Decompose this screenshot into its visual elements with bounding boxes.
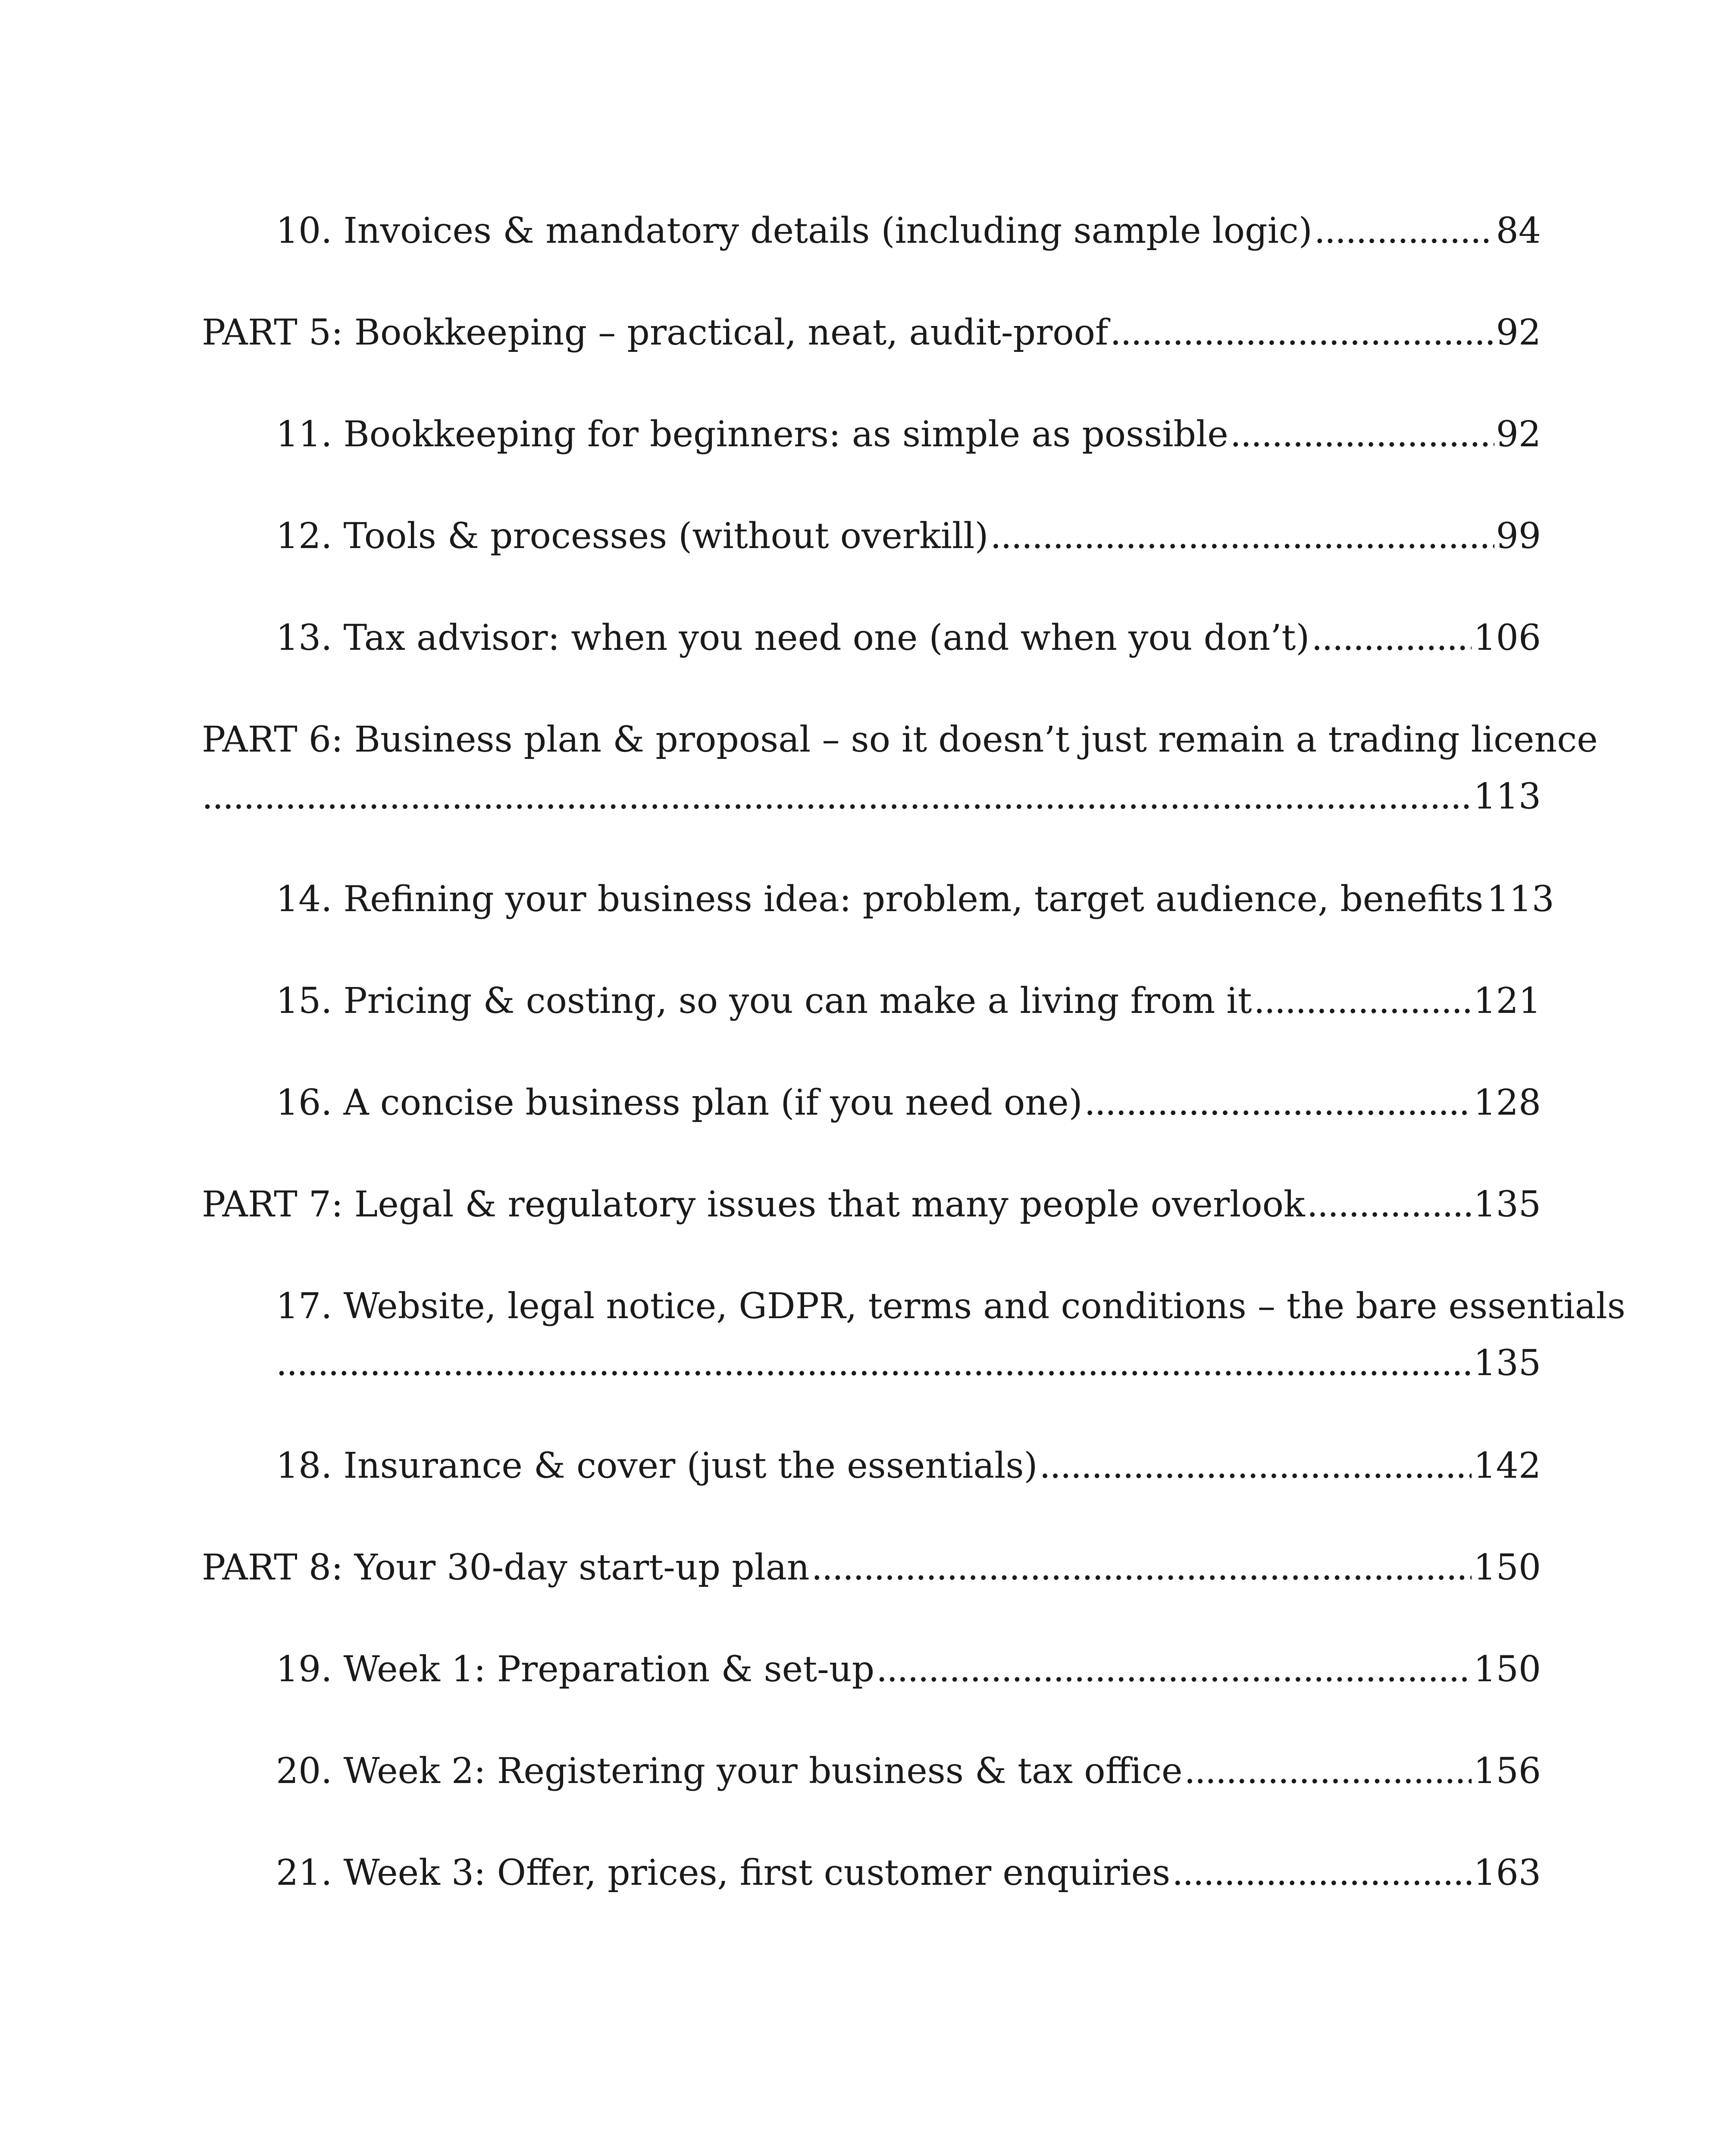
toc-entry-chapter-18[interactable] [276,1438,1541,1495]
toc-entry-chapter-21[interactable] [276,1845,1541,1902]
toc-entry-title: PART 8: Your 30-day start-up plan [202,1547,810,1588]
toc-entry-chapter-13[interactable] [276,610,1541,667]
toc-entry-chapter-14[interactable] [276,871,1554,928]
toc-entry-title: 10. Invoices & mandatory details (including sample logic) [276,210,1312,251]
toc-entry-page-number: 113 [1487,879,1554,920]
toc-entry-chapter-15[interactable] [276,973,1541,1030]
toc-entry-page-number: 163 [1473,1852,1541,1893]
toc-entry-title: 16. A concise business plan (if you need one) [276,1082,1083,1123]
toc-entry-page-number: 135 [1473,1343,1541,1384]
toc-entry-page-number: 135 [1473,1184,1541,1225]
toc-entry-chapter-19[interactable] [276,1641,1541,1698]
toc-entry-chapter-16[interactable] [276,1075,1541,1131]
toc-entry-page-number: 128 [1473,1082,1541,1123]
dot-leader [1110,304,1494,361]
toc-entry-page-number: 92 [1496,312,1541,353]
toc-entry-chapter-17[interactable] [276,1278,1626,1392]
dot-leader [1172,1845,1472,1902]
dot-leader [1230,406,1494,463]
toc-entry-page-number: 150 [1473,1547,1541,1588]
dot-leader [202,768,1472,825]
toc-entry-title: 11. Bookkeeping for beginners: as simple as possible [276,414,1228,455]
toc-entry-page-number: 92 [1496,414,1541,455]
toc-entry-page-number: 156 [1473,1751,1541,1792]
toc-entry-page-number: 106 [1473,617,1541,658]
toc-entry-part-8[interactable] [202,1539,1541,1596]
toc-entry-title: 15. Pricing & costing, so you can make a living from it [276,981,1252,1022]
dot-leader [1084,1075,1472,1131]
toc-entry-chapter-10[interactable] [276,203,1541,260]
toc-entry-title: 13. Tax advisor: when you need one (and when you don’t) [276,617,1310,658]
toc-entry-title: 21. Week 3: Offer, prices, first customer enquiries [276,1852,1171,1893]
toc-entry-title: PART 5: Bookkeeping – practical, neat, audit-proof [202,312,1109,353]
toc-entry-page-number: 84 [1496,210,1541,251]
toc-entry-chapter-12[interactable] [276,508,1541,565]
dot-leader [1311,610,1472,667]
toc-entry-title: 14. Refining your business idea: problem, target audience, benefits [276,879,1484,920]
toc-entry-continuation [276,1335,1541,1392]
toc-entry-page-number: 142 [1473,1445,1541,1486]
dot-leader [1314,203,1494,260]
toc-entry-title: PART 7: Legal & regulatory issues that many people overlook [202,1184,1305,1225]
toc-entry-chapter-20[interactable] [276,1743,1541,1800]
dot-leader [1184,1743,1472,1800]
toc-entry-continuation [202,768,1541,825]
toc-entry-title: 20. Week 2: Registering your business & tax office [276,1751,1183,1792]
toc-entry-title: 18. Insurance & cover (just the essentials) [276,1445,1038,1486]
toc-entry-title: PART 6: Business plan & proposal – so it doesn’t just remain a trading licence [202,719,1598,760]
dot-leader [990,508,1494,565]
dot-leader [1040,1438,1472,1495]
toc-entry-title: 19. Week 1: Preparation & set-up [276,1649,875,1690]
toc-entry-title: 17. Website, legal notice, GDPR, terms and conditions – the bare essentials [276,1286,1626,1327]
dot-leader [1254,973,1472,1030]
toc-entry-part-5[interactable] [202,304,1541,361]
toc-entry-part-6[interactable] [202,711,1598,825]
toc-entry-page-number: 99 [1496,516,1541,557]
dot-leader [1307,1176,1472,1233]
dot-leader [811,1539,1472,1596]
toc-entry-page-number: 121 [1473,981,1541,1022]
dot-leader [276,1335,1472,1392]
toc-entry-page-number: 150 [1473,1649,1541,1690]
toc-entry-chapter-11[interactable] [276,406,1541,463]
toc-entry-title: 12. Tools & processes (without overkill) [276,516,989,557]
toc-entry-part-7[interactable] [202,1176,1541,1233]
toc-entry-page-number: 113 [1473,776,1541,817]
dot-leader [876,1641,1472,1698]
